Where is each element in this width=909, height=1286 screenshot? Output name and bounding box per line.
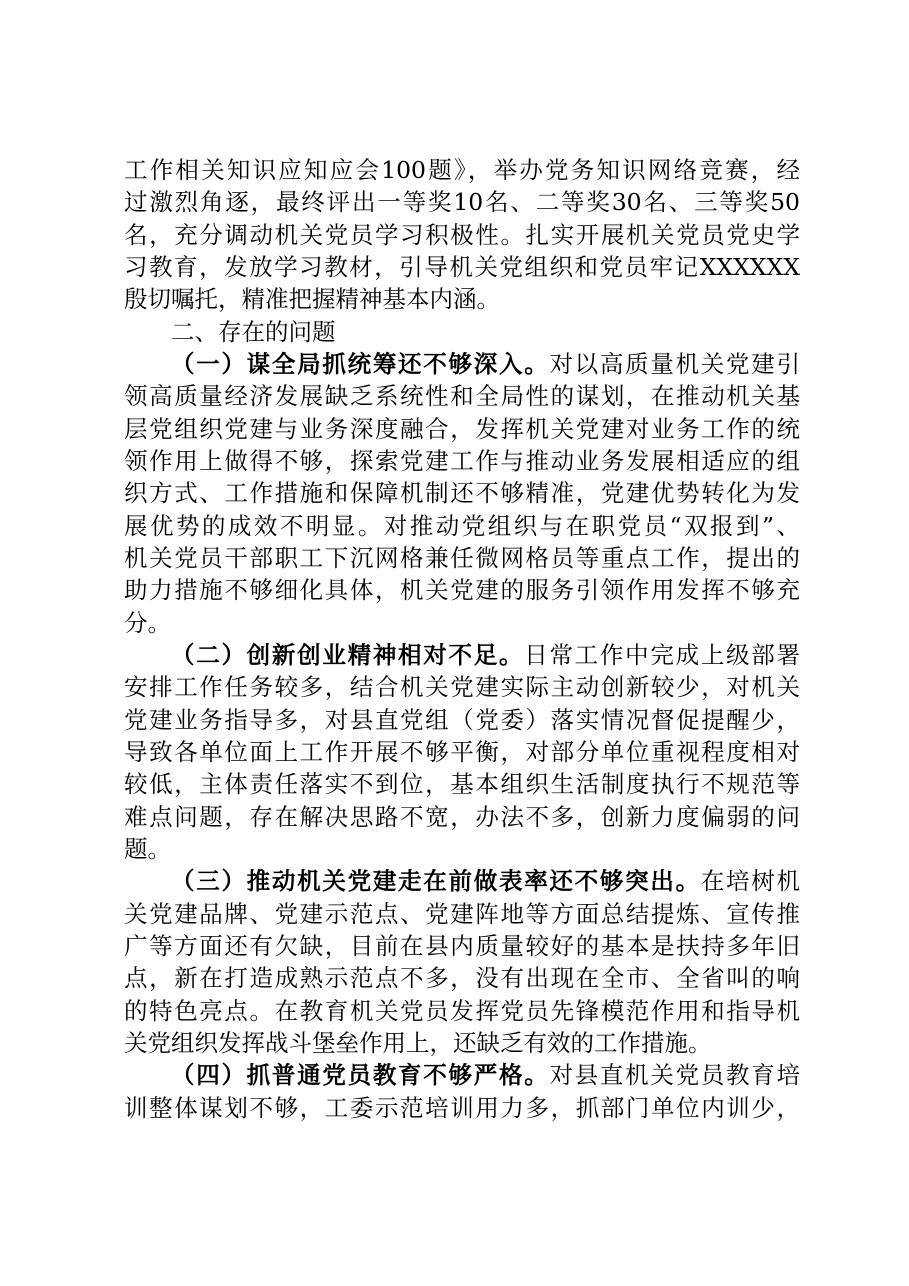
text-line: 关党组织发挥战斗堡垒作用上，还缺乏有效的工作措施。 bbox=[124, 1029, 712, 1057]
text-line: 领高质量经济发展缺乏系统性和全局性的谋划，在推动机关基 bbox=[124, 382, 800, 410]
text-line: 关党建品牌、党建示范点、党建阵地等方面总结提炼、宣传推 bbox=[124, 900, 800, 928]
text-line: 广等方面还有欠缺，目前在县内质量较好的基本是扶持多年旧 bbox=[124, 932, 800, 960]
text-line: 过激烈角逐，最终评出一等奖10名、二等奖30名、三等奖50 bbox=[124, 188, 800, 216]
text-line: 点，新在打造成熟示范点不多，没有出现在全市、全省叫的响 bbox=[124, 964, 800, 992]
paragraph-text: 日常工作中完成上级部署 bbox=[524, 641, 801, 669]
text-line: 较低，主体责任落实不到位，基本组织生活制度执行不规范等 bbox=[124, 770, 800, 798]
paragraph-first-line bbox=[171, 639, 800, 671]
text-line: 党建业务指导多，对县直党组（党委）落实情况督促提醒少， bbox=[124, 706, 800, 734]
paragraph-heading: （一）谋全局抓统筹还不够深入。 bbox=[171, 350, 550, 378]
text-line: 织方式、工作措施和保障机制还不够精准，党建优势转化为发 bbox=[124, 479, 800, 507]
paragraph-heading: （三）推动机关党建走在前做表率还不够突出。 bbox=[171, 867, 701, 895]
text-line: 题。 bbox=[124, 835, 171, 863]
paragraph-first-line bbox=[171, 348, 800, 380]
paragraph-heading: （四）抓普通党员教育不够严格。 bbox=[171, 1061, 550, 1089]
text-line: 难点问题，存在解决思路不宽，办法不多，创新力度偏弱的问 bbox=[124, 803, 800, 831]
section-heading: 二、存在的问题 bbox=[171, 318, 336, 346]
text-line: 殷切嘱托，精准把握精神基本内涵。 bbox=[124, 285, 500, 313]
text-line: 展优势的成效不明显。对推动党组织与在职党员“双报到”、 bbox=[124, 512, 800, 540]
text-line: 层党组织党建与业务深度融合，发挥机关党建对业务工作的统 bbox=[124, 415, 800, 443]
text-line: 机关党员干部职工下沉网格兼任微网格员等重点工作，提出的 bbox=[124, 544, 800, 572]
text-line: 的特色亮点。在教育机关党员发挥党员先锋模范作用和指导机 bbox=[124, 997, 800, 1025]
text-line: 名，充分调动机关党员学习积极性。扎实开展机关党员党史学 bbox=[124, 221, 800, 249]
text-line: 助力措施不够细化具体，机关党建的服务引领作用发挥不够充 bbox=[124, 576, 800, 604]
text-line: 导致各单位面上工作开展不够平衡，对部分单位重视程度相对 bbox=[124, 738, 800, 766]
text-line: 分。 bbox=[124, 609, 171, 637]
paragraph-first-line bbox=[171, 865, 800, 897]
text-line: 工作相关知识应知应会100题》，举办党务知识网络竞赛，经 bbox=[124, 156, 800, 184]
text-line: 领作用上做得不够，探索党建工作与推动业务发展相适应的组 bbox=[124, 447, 800, 475]
paragraph-text: 在培树机 bbox=[700, 867, 801, 895]
paragraph-first-line bbox=[171, 1059, 800, 1091]
text-line: 安排工作任务较多，结合机关党建实际主动创新较少，对机关 bbox=[124, 673, 800, 701]
text-line: 训整体谋划不够，工委示范培训用力多，抓部门单位内训少， bbox=[124, 1094, 800, 1122]
paragraph-heading: （二）创新创业精神相对不足。 bbox=[171, 641, 525, 669]
paragraph-text: 对以高质量机关党建引 bbox=[549, 350, 800, 378]
text-line: 习教育，发放学习教材，引导机关党组织和党员牢记XXXXXX bbox=[124, 253, 800, 281]
paragraph-text: 对县直机关党员教育培 bbox=[549, 1061, 800, 1089]
